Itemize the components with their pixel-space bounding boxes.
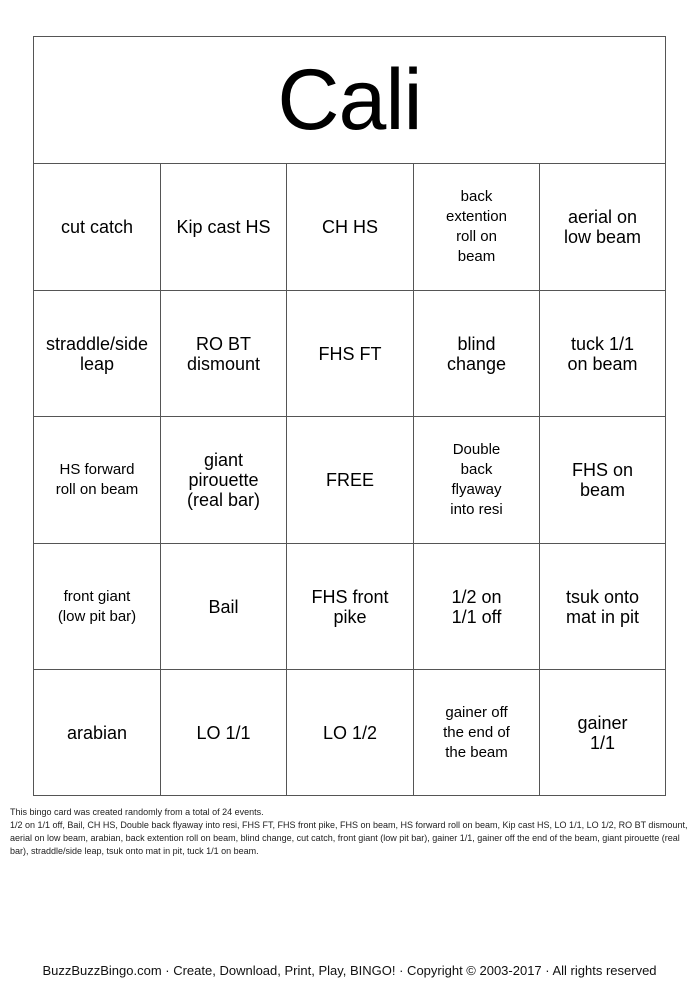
bingo-cell-r4c1 xyxy=(34,544,161,670)
cell-text: LO 1/2 xyxy=(322,722,378,743)
bingo-cell-r3c3 xyxy=(287,417,414,544)
cell-text: Double back flyaway into resi xyxy=(450,441,503,518)
bingo-cell-r1c3 xyxy=(287,164,414,291)
bingo-cell-r3c5 xyxy=(540,417,665,544)
cell-text: aerial on low beam xyxy=(563,207,642,247)
cell-text: FHS front pike xyxy=(311,586,389,627)
bingo-cell-r5c2 xyxy=(161,670,287,795)
card-info xyxy=(10,806,690,858)
bingo-cell-r2c3 xyxy=(287,291,414,417)
bingo-cell-r5c5 xyxy=(540,670,665,795)
cell-text: FREE xyxy=(325,470,374,490)
cell-text: back extention roll on beam xyxy=(446,188,507,265)
bingo-grid xyxy=(34,164,665,795)
cell-text: arabian xyxy=(66,722,128,743)
events-summary: This bingo card was created randomly from a total of 24 events. xyxy=(10,807,264,817)
card-title: Cali xyxy=(277,52,422,148)
cell-text: Bail xyxy=(208,596,239,617)
bingo-cell-r4c3 xyxy=(287,544,414,670)
cell-text: Kip cast HS xyxy=(176,217,271,237)
bingo-card xyxy=(33,36,666,796)
bingo-cell-r2c4 xyxy=(414,291,540,417)
cell-text: 1/2 on 1/1 off xyxy=(451,586,502,627)
bingo-cell-r3c4 xyxy=(414,417,540,544)
cell-text: gainer 1/1 xyxy=(577,712,628,753)
cell-text: cut catch xyxy=(60,217,134,237)
bingo-cell-r4c2 xyxy=(161,544,287,670)
cell-text: HS forward roll on beam xyxy=(55,461,139,498)
cell-text: FHS on beam xyxy=(571,460,634,500)
cell-text: tuck 1/1 on beam xyxy=(567,333,638,374)
bingo-cell-r5c4 xyxy=(414,670,540,795)
cell-text: FHS FT xyxy=(318,343,382,364)
bingo-cell-r2c5 xyxy=(540,291,665,417)
cell-text: CH HS xyxy=(321,217,378,237)
cell-text: gainer off the end of the beam xyxy=(443,703,510,761)
cell-text: giant pirouette (real bar) xyxy=(186,450,261,510)
events-list: 1/2 on 1/1 off, Bail, CH HS, Double back flyaway into resi, FHS FT, FHS front pike, FHS on beam, HS forward roll on beam, Kip cast HS, LO 1/1, LO 1/2, RO BT dismount, aerial on low beam, arabian, back extention roll on beam, blind change, cut catch, front giant (low pit bar), gainer 1/1, gainer off the end of the beam, giant pirouette (real bar), straddle/side leap, tsuk onto mat in pit, tuck 1/1 on beam. xyxy=(10,820,688,856)
cell-text: front giant (low pit bar) xyxy=(57,587,137,625)
cell-text: LO 1/1 xyxy=(196,722,251,743)
cell-text: RO BT dismount xyxy=(186,333,261,374)
bingo-cell-r4c5 xyxy=(540,544,665,670)
cell-text: blind change xyxy=(446,333,507,374)
bingo-cell-r4c4 xyxy=(414,544,540,670)
bingo-cell-r1c2 xyxy=(161,164,287,291)
cell-text: tsuk onto mat in pit xyxy=(565,586,640,627)
bingo-cell-r5c1 xyxy=(34,670,161,795)
cell-text: straddle/side leap xyxy=(45,333,149,374)
bingo-cell-r2c2 xyxy=(161,291,287,417)
bingo-cell-r3c1 xyxy=(34,417,161,544)
bingo-cell-r3c2 xyxy=(161,417,287,544)
site-footer: BuzzBuzzBingo.com · Create, Download, Print, Play, BINGO! · Copyright © 2003-2017 · All rights reserved xyxy=(42,963,657,978)
bingo-cell-r5c3 xyxy=(287,670,414,795)
bingo-cell-r1c1 xyxy=(34,164,161,291)
bingo-cell-r1c5 xyxy=(540,164,665,291)
title-cell xyxy=(34,37,665,164)
bingo-cell-r2c1 xyxy=(34,291,161,417)
bingo-cell-r1c4 xyxy=(414,164,540,291)
